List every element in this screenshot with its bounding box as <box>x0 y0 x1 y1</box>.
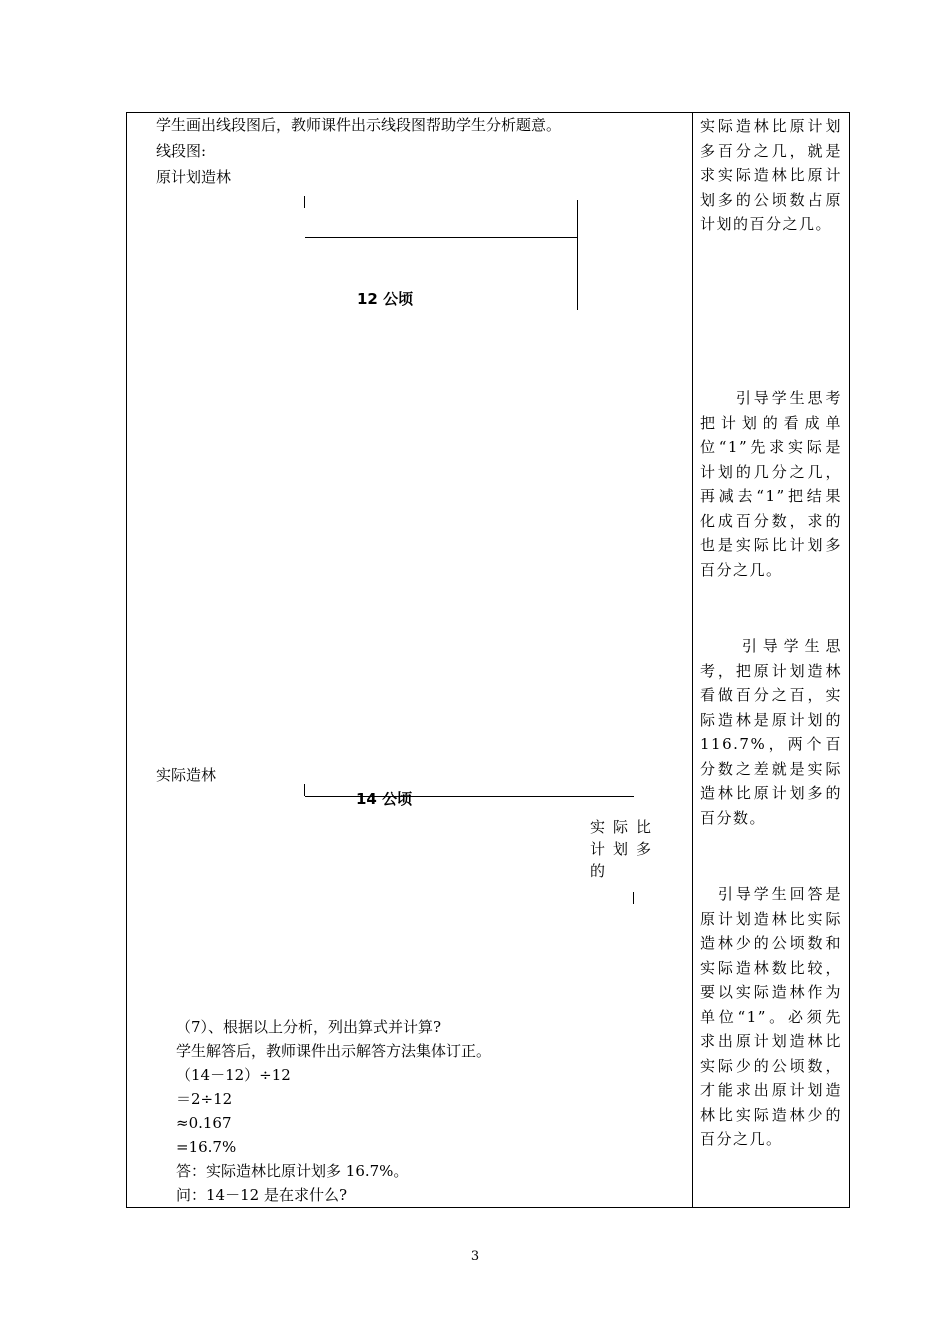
planned-value: 12 公顷 <box>357 290 414 308</box>
actual-end-tick <box>633 892 634 904</box>
step7-text: （7）、根据以上分析，列出算式并计算? <box>176 1018 442 1036</box>
column-divider <box>692 112 693 1208</box>
calc-line-3: ≈0.167 <box>176 1114 232 1132</box>
note-4: 引导学生回答是原计划造林比实际造林少的公顷数和实际造林数比较，要以实际造林作为单位“1”。必须先求出原计划造林比实际少的公顷数，才能求出原计划造林比实际造林少的百分之几。 <box>700 885 842 1148</box>
note-1: 实际造林比原计划多百分之几，就是求实际造林比原计划多的公顷数占原计划的百分之几。 <box>700 117 842 233</box>
planned-segment <box>305 237 577 238</box>
planned-label: 原计划造林 <box>156 168 232 186</box>
intro-line: 学生画出线段图后，教师课件出示线段图帮助学生分析题意。 <box>156 116 562 134</box>
actual-segment <box>305 796 634 797</box>
question-text: 问：14－12 是在求什么? <box>176 1186 347 1204</box>
planned-end-line <box>577 200 578 310</box>
page-number: 3 <box>470 1249 480 1264</box>
note-2: 引导学生思考把计划的看成单位“1”先求实际是计划的几分之几，再减去“1”把结果化成百分数，求的也是实际比计划多百分之几。 <box>700 389 842 579</box>
actual-value: 14 公顷 <box>356 790 413 808</box>
calc-line-2: ＝2÷12 <box>176 1090 233 1108</box>
actual-start-tick <box>304 784 305 796</box>
answer-text: 答：实际造林比原计划多 16.7%。 <box>176 1162 409 1180</box>
calc-line-4: =16.7% <box>176 1138 237 1156</box>
actual-label: 实际造林 <box>156 766 217 784</box>
teacher-text: 学生解答后，教师课件出示解答方法集体订正。 <box>176 1042 492 1060</box>
note-3: 引导学生思考，把原计划造林看做百分之百，实际造林是原计划的116.7%，两个百分数之差就是实际造林比原计划多的百分数。 <box>700 637 842 827</box>
calc-line-1: （14－12）÷12 <box>176 1066 291 1084</box>
planned-start-tick <box>304 196 305 208</box>
difference-label: 实际比计划多的 <box>590 818 660 880</box>
segment-diagram-label: 线段图: <box>156 142 207 160</box>
